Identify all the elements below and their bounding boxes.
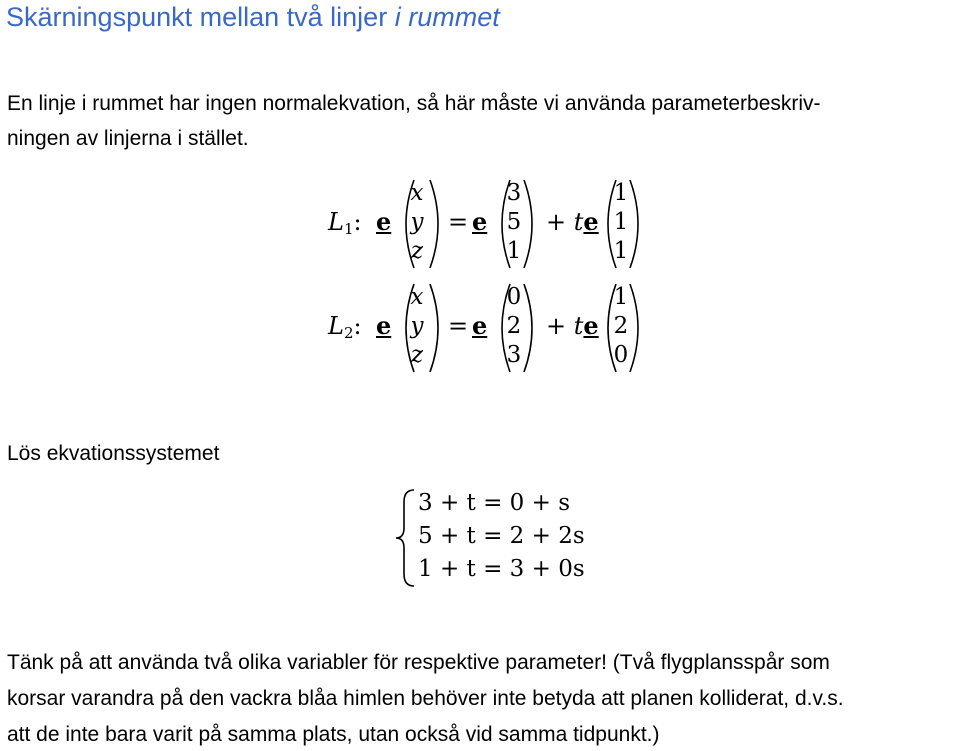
line1-paren-right-2	[518, 178, 544, 270]
line2-e-mid: e	[472, 311, 488, 340]
line2-label: $L_2$:	[328, 312, 362, 342]
page-title-main: Skärningspunkt mellan två linjer	[6, 2, 395, 32]
system-brace	[394, 488, 420, 588]
intro-line-2: ningen av linjerna i stället.	[7, 127, 249, 150]
outro-line-1: Tänk på att använda två olika variabler för respektive parameter! (Två flygplansspår som	[7, 651, 830, 674]
system-row-2: 5 + t = 2 + 2s	[418, 523, 585, 549]
line1-plus-te: + te	[546, 207, 599, 236]
line2-var-vector: x y z	[410, 284, 424, 368]
equation-system	[418, 487, 585, 586]
solve-label: Lös ekvationssystemet	[7, 442, 220, 465]
intro-line-1: En linje i rummet har ingen normalekvation, så här måste vi använda parameterbeskriv-	[7, 92, 821, 115]
system-row-3: 1 + t = 3 + 0s	[418, 556, 585, 582]
line2-paren-right-2	[518, 282, 544, 374]
outro-line-2: korsar varandra på den vackra blåa himlen behöver inte betyda att planen kolliderat, d.v.s.	[7, 687, 844, 710]
line1-var-vector: x y z	[410, 180, 424, 264]
line1-paren-right-1	[424, 178, 450, 270]
line2-plus-te: + te	[546, 311, 599, 340]
line1-point-vector: 3 5 1	[506, 180, 522, 264]
page-title	[6, 0, 500, 34]
line1-e-mid: e	[472, 207, 488, 236]
line1-equals: =	[448, 208, 469, 236]
line2-paren-right-1	[424, 282, 450, 374]
line1-direction-vector: 1 1 1	[613, 180, 629, 264]
line1-paren-right-3	[624, 178, 650, 270]
line2-point-vector: 0 2 3	[506, 284, 522, 368]
line2-direction-vector: 1 2 0	[613, 284, 629, 368]
line2-equals: =	[448, 312, 469, 340]
page-title-emphasis: i rummet	[394, 2, 500, 32]
system-row-1: 3 + t = 0 + s	[418, 490, 570, 516]
line2-e-left: e	[376, 311, 392, 340]
line1-e-left: e	[376, 207, 392, 236]
outro-line-3: att de inte bara varit på samma plats, utan också vid samma tidpunkt.)	[7, 723, 660, 746]
line1-label: $L_1$:	[328, 208, 362, 238]
line2-paren-right-3	[624, 282, 650, 374]
